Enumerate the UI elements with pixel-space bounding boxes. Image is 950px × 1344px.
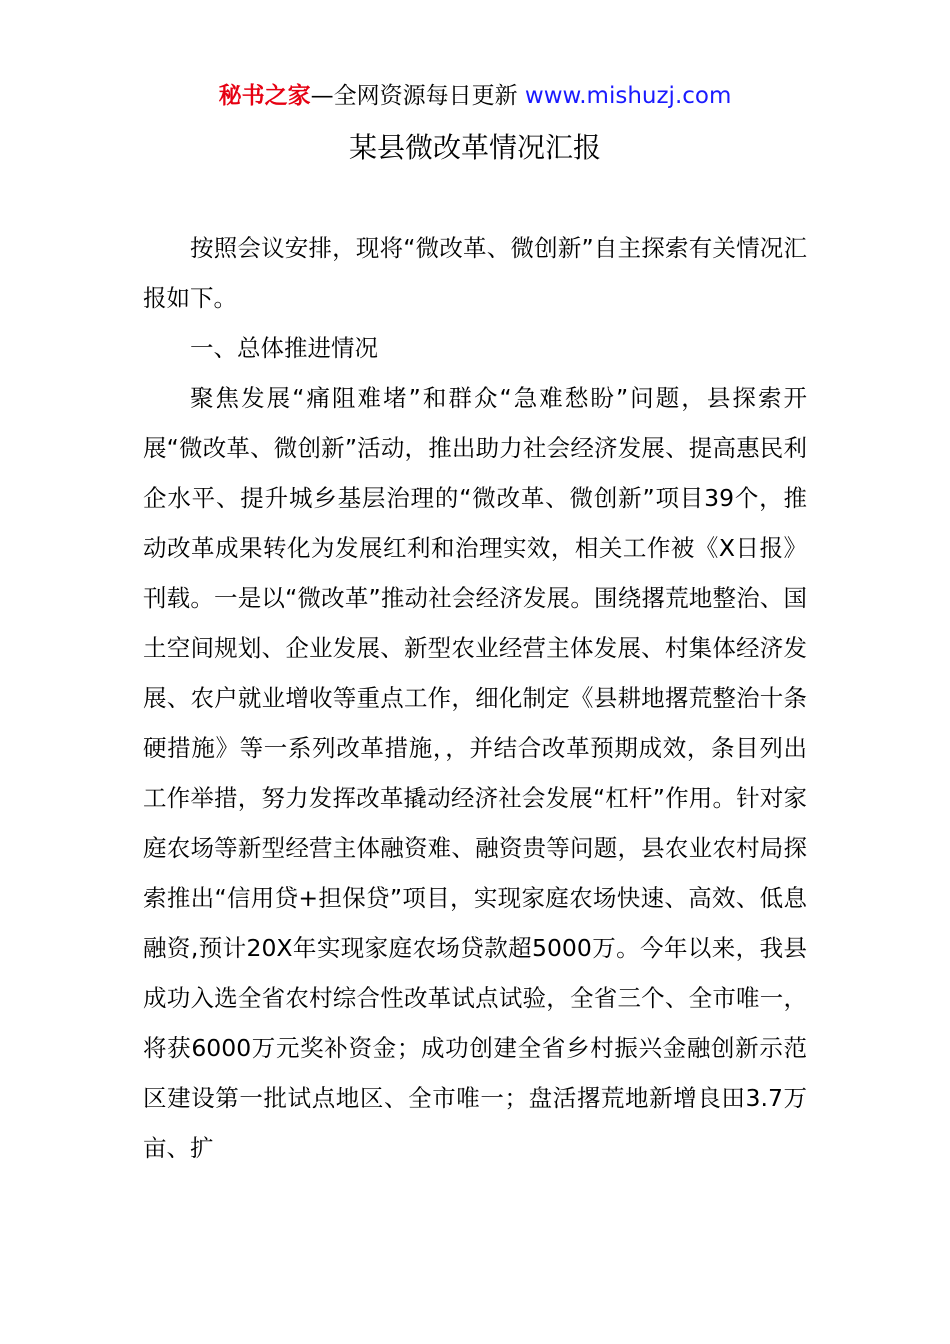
section-heading: 一、总体推进情况 [190,334,378,362]
document-body [143,223,807,1173]
brand-name: 秘书之家 [218,83,311,109]
document-title: 某县微改革情况汇报 [348,131,601,164]
site-url-link[interactable]: www.mishuzj.com [524,83,732,109]
header-tagline: —全网资源每日更新 [310,83,518,109]
site-header [0,80,950,112]
body-paragraph: 聚焦发展“痛阻难堵”和群众“急难愁盼”问题，县探索开展“微改革、微创新”活动，推出助力社会经济发展、提高惠民利企水平、提升城乡基层治理的“微改革、微创新”项目39个，推动改革成果转化为发展红利和治理实效，相关工作被《X日报》刊载。一是以“微改革”推动社会经济发展。围绕撂荒地整治、国土空间规划、企业发展、新型农业经营主体发展、村集体经济发展、农户就业增收等重点工作，细化制定《县耕地撂荒整治十条硬措施》等一系列改革措施，，并结合改革预期成效，条目列出工作举措，努力发挥改革撬动经济社会发展“杠杆”作用。针对家庭农场等新型经营主体融资难、融资贵等问题，县农业农村局探索推出“信用贷+担保贷”项目，实现家庭农场快速、高效、低息融资,预计20X年实现家庭农场贷款超5000万。今年以来，我县成功入选全省农村综合性改革试点试验，全省三个、全市唯一，将获6000万元奖补资金；成功创建全省乡村振兴金融创新示范区建设第一批试点地区、全市唯一；盘活撂荒地新增良田3.7万亩、扩 [143,384,807,1162]
intro-paragraph: 按照会议安排，现将“微改革、微创新”自主探索有关情况汇报如下。 [143,234,807,312]
